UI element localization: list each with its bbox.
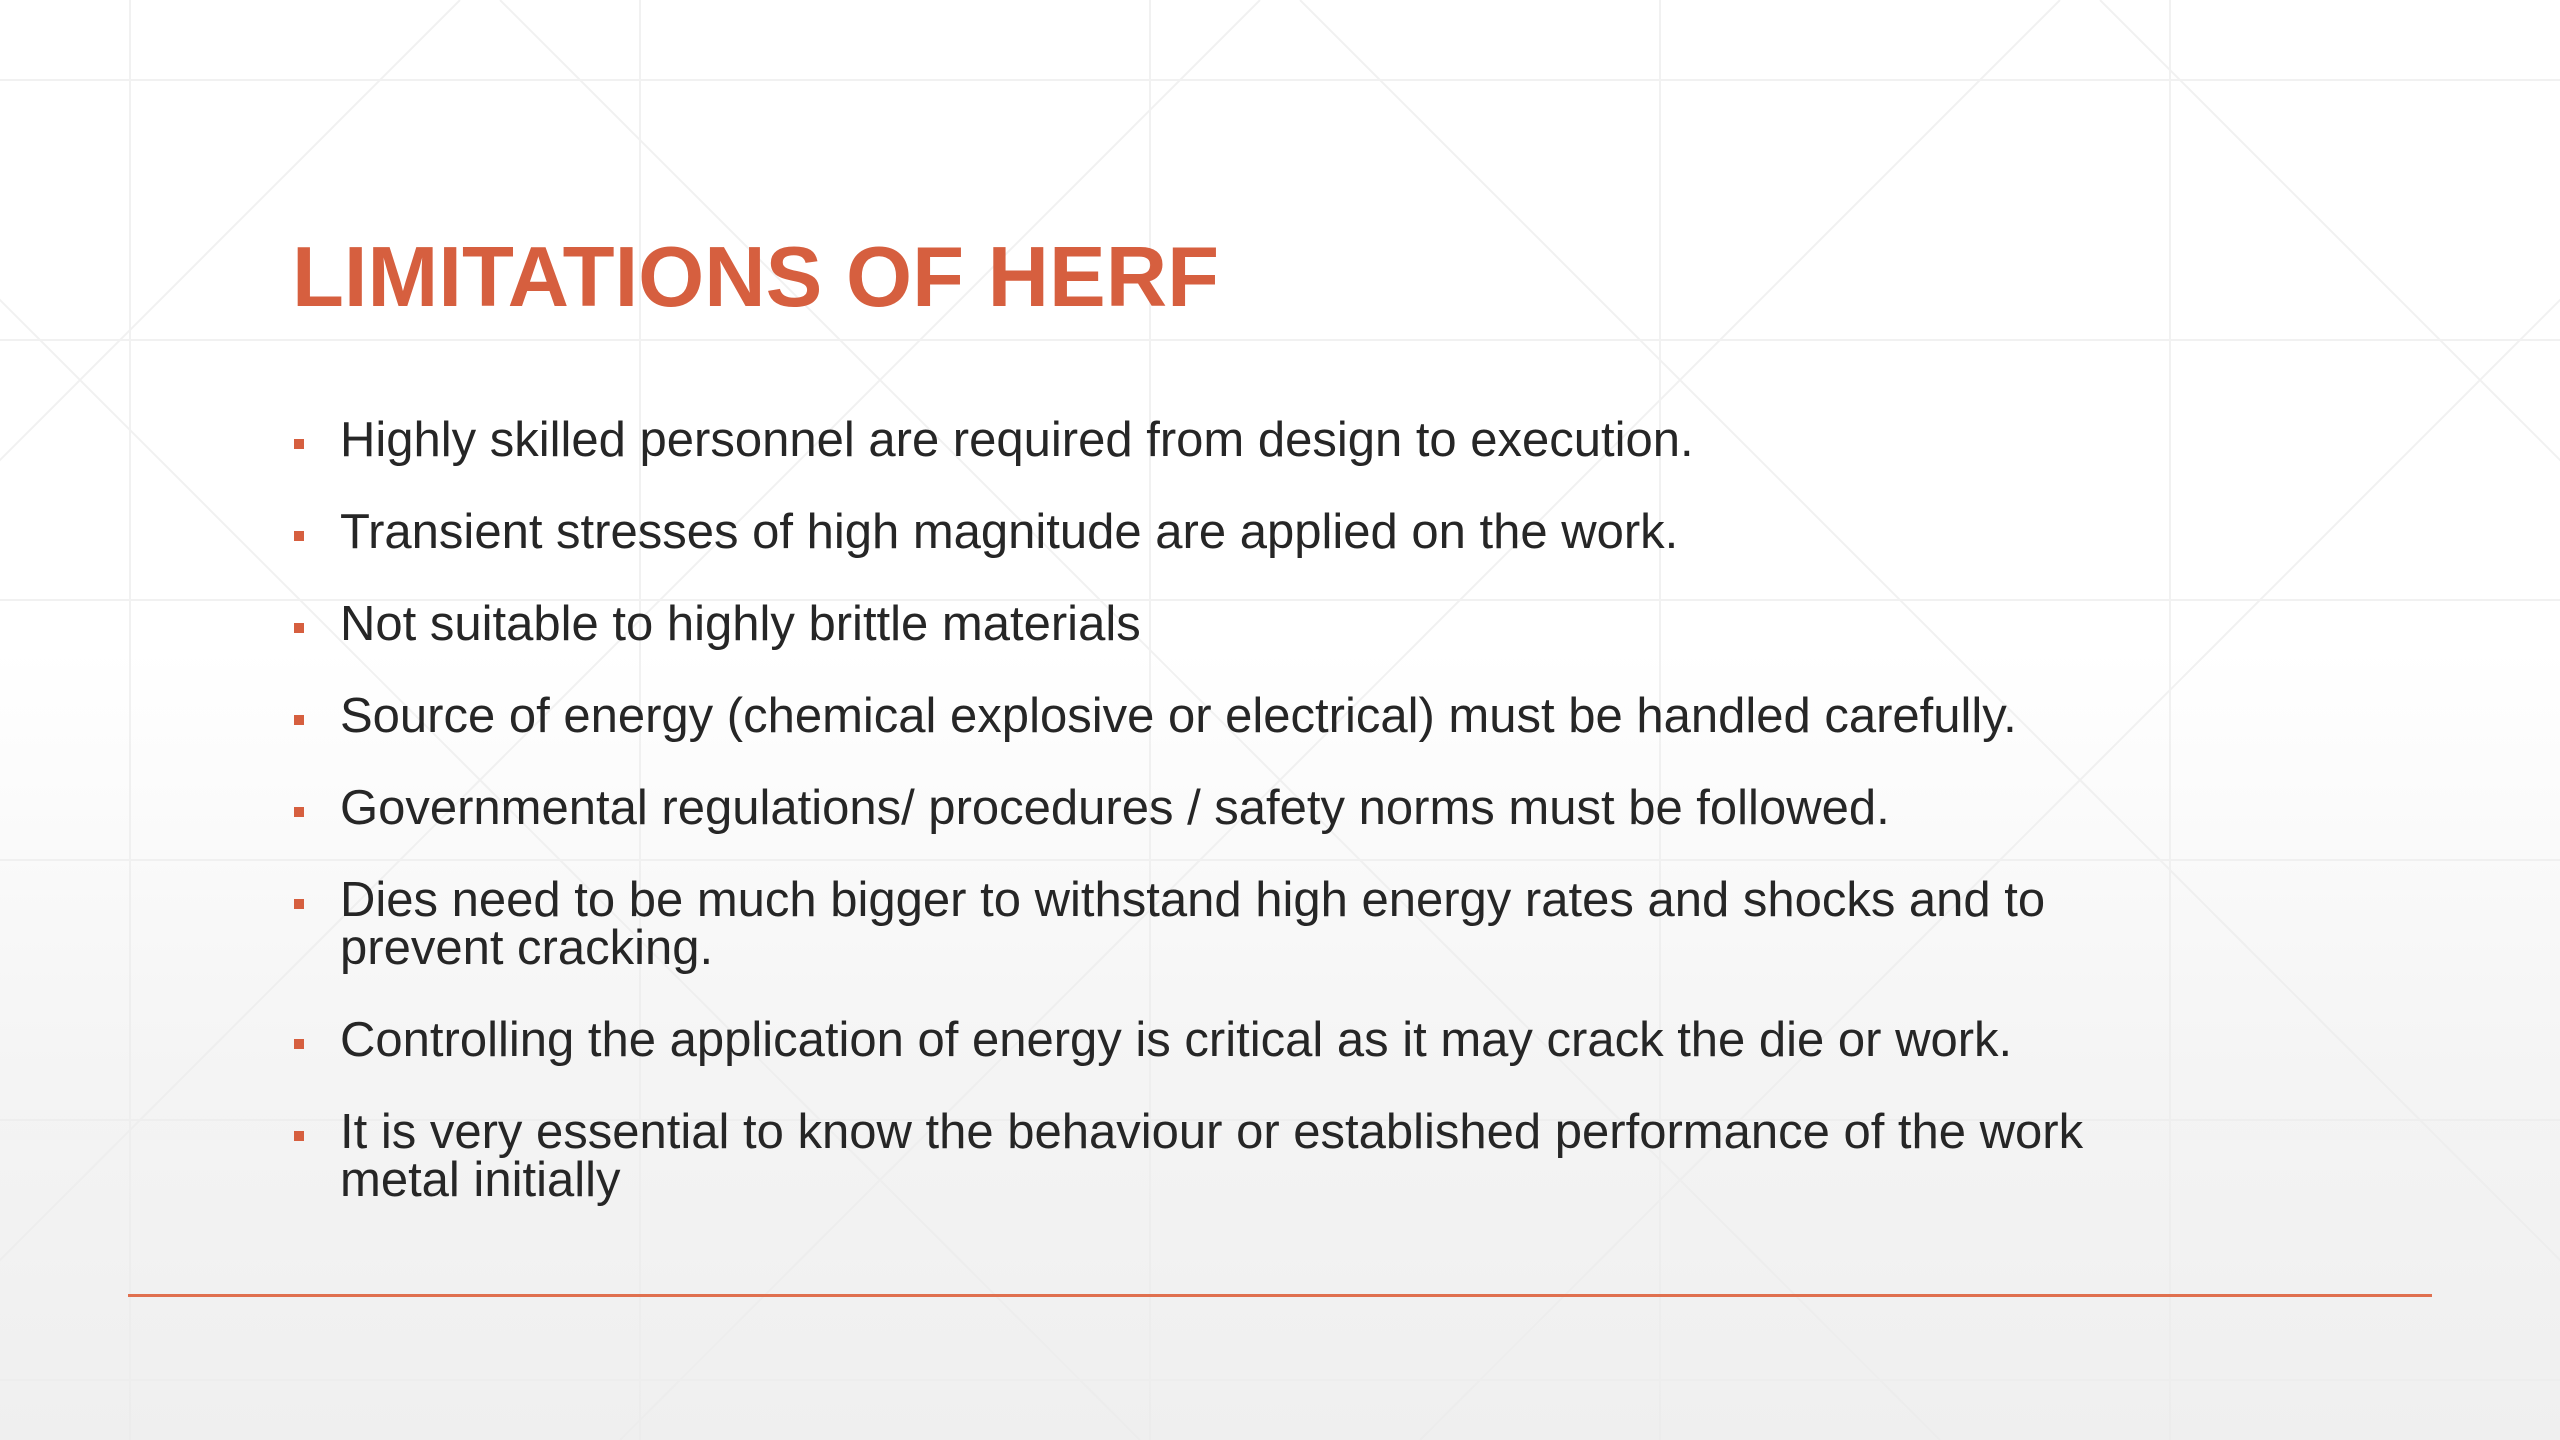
square-bullet-icon (292, 416, 340, 464)
square-bullet-icon (292, 876, 340, 924)
bullet-item (292, 781, 2192, 835)
bullet-item (292, 597, 2192, 651)
bullet-text: It is very essential to know the behaviour or established performance of the work metal initially (340, 1105, 2084, 1207)
bullet-text: Controlling the application of energy is critical as it may crack the die or work. (340, 1013, 2013, 1067)
bullet-item (292, 1013, 2192, 1067)
square-bullet-icon (292, 1016, 340, 1064)
square-bullet-icon (292, 508, 340, 556)
bullet-text: Source of energy (chemical explosive or electrical) must be handled carefully. (340, 689, 2017, 743)
footer-divider (128, 1294, 2432, 1297)
bullet-item (292, 413, 2192, 467)
square-bullet-icon (292, 1108, 340, 1156)
bullet-text: Transient stresses of high magnitude are applied on the work. (340, 505, 1679, 559)
bullet-list (292, 413, 2192, 1248)
bullet-text: Governmental regulations/ procedures / safety norms must be followed. (340, 781, 1890, 835)
square-bullet-icon (292, 784, 340, 832)
bullet-text: Not suitable to highly brittle materials (340, 597, 1141, 651)
slide-title: LIMITATIONS OF HERF (292, 230, 1220, 325)
square-bullet-icon (292, 600, 340, 648)
bullet-text: Highly skilled personnel are required from design to execution. (340, 413, 1694, 467)
bullet-item (292, 689, 2192, 743)
bullet-text: Dies need to be much bigger to withstand high energy rates and shocks and to prevent cracking. (340, 873, 2046, 975)
bullet-item (292, 873, 2192, 975)
bullet-item (292, 505, 2192, 559)
square-bullet-icon (292, 692, 340, 740)
bullet-item (292, 1105, 2192, 1207)
